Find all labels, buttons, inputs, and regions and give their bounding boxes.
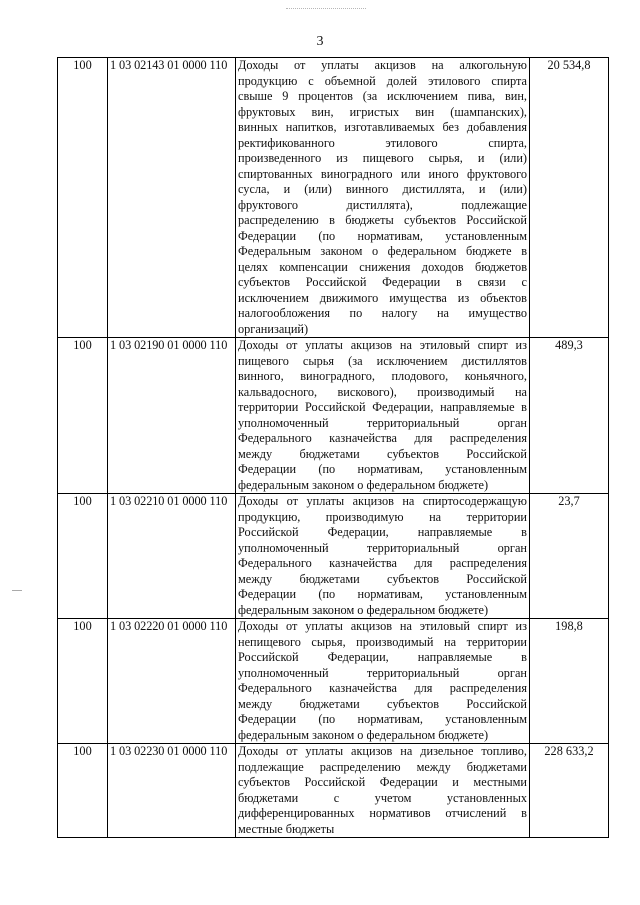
description-line: федеральным законом о федеральном бюджете) [238, 727, 489, 742]
description-line: фруктовых вин, игристых вин (шампанских), [238, 104, 527, 119]
admin-code-cell: 100 [58, 338, 108, 494]
description-line: Федерального казначейства для распределения [238, 431, 527, 445]
description-line: Федерации (по нормативам, установленным [238, 462, 527, 476]
description-line: субъектов Российской Федерации и местными [238, 775, 527, 789]
description-line: Федерации (по нормативам, установленным [238, 712, 527, 726]
revenue-description-cell [236, 58, 530, 338]
description-line: дифференцированных нормативов отчислений в [238, 806, 527, 820]
description-line: Доходы от уплаты акцизов на дизельное топливо, [238, 744, 527, 758]
scan-margin-mark [12, 590, 22, 591]
admin-code-cell: 100 [58, 744, 108, 838]
amount-cell: 198,8 [530, 619, 609, 744]
amount-cell: 228 633,2 [530, 744, 609, 838]
revenue-description-cell [236, 338, 530, 494]
description-line: распределению в бюджеты субъектов Российской [238, 213, 527, 227]
admin-code-cell: 100 [58, 58, 108, 338]
scan-artifact-marks [286, 8, 366, 15]
admin-code-cell: 100 [58, 494, 108, 619]
description-line: подлежащие распределению между бюджетами [238, 759, 527, 774]
description-line: субъектов Российской Федерации в связи с [238, 275, 527, 289]
budget-code-cell: 1 03 02210 01 0000 110 [108, 494, 236, 619]
description-line: ректификованного этилового спирта, [238, 135, 527, 150]
description-line: исключением движимого имущества из объектов [238, 290, 527, 305]
description-line: организаций) [238, 321, 309, 336]
description-line: федеральным законом о федеральном бюджете) [238, 602, 489, 617]
description-line: Российской Федерации, направляемые в [238, 650, 527, 664]
amount-cell: 23,7 [530, 494, 609, 619]
revenue-description-cell [236, 494, 530, 619]
description-line: сусла, и (или) винного дистиллята, и (или) [238, 182, 527, 196]
revenue-table [57, 57, 609, 838]
description-line: продукцию, производимую на территории [238, 509, 527, 524]
description-line: целях компенсации снижения доходов бюджетов [238, 259, 527, 274]
description-line: свыше 9 процентов (за исключением пива, вин, [238, 89, 527, 103]
revenue-table-body [58, 58, 609, 838]
description-line: уполномоченный территориальный орган [238, 415, 527, 430]
description-line: винных напитков, изготавливаемых без добавления [238, 120, 527, 134]
table-row [58, 58, 609, 338]
budget-code-cell: 1 03 02220 01 0000 110 [108, 619, 236, 744]
revenue-description-cell [236, 744, 530, 838]
description-line: Доходы от уплаты акцизов на спиртосодержащую [238, 494, 527, 508]
description-line: Доходы от уплаты акцизов на этиловый спирт из [238, 619, 527, 633]
description-line: федеральным законом о федеральном бюджете) [238, 477, 489, 492]
description-line: налогообложения по налогу на имущество [238, 306, 527, 320]
description-line: Российской Федерации, направляемые в [238, 525, 527, 539]
amount-cell: 20 534,8 [530, 58, 609, 338]
description-line: произведенного из пищевого сырья, и (или) [238, 151, 527, 165]
description-line: между бюджетами субъектов Российской [238, 696, 527, 711]
description-line: фруктового дистиллята), подлежащие [238, 197, 527, 212]
description-line: Доходы от уплаты акцизов на этиловый спирт из [238, 338, 527, 352]
description-line: Федеральным законом о федеральном бюджете в [238, 244, 527, 258]
amount-cell: 489,3 [530, 338, 609, 494]
description-line: Федерации (по нормативам, установленным [238, 587, 527, 601]
budget-code-cell: 1 03 02143 01 0000 110 [108, 58, 236, 338]
description-line: непищевого сырья, производимый на территории [238, 634, 527, 649]
table-row [58, 338, 609, 494]
description-line: Доходы от уплаты акцизов на алкогольную [238, 58, 527, 72]
description-line: кальвадосного, вискового), производимый на [238, 384, 527, 399]
description-line: бюджетами с учетом установленных [238, 790, 527, 805]
description-line: территории Российской Федерации, направляемые в [238, 400, 527, 414]
page-number: 3 [316, 34, 324, 49]
description-line: винного, виноградного, плодового, коньячного, [238, 369, 527, 383]
budget-code-cell: 1 03 02230 01 0000 110 [108, 744, 236, 838]
table-row [58, 619, 609, 744]
description-line: Федерального казначейства для распределения [238, 556, 527, 570]
description-line: уполномоченный территориальный орган [238, 540, 527, 555]
revenue-description-cell [236, 619, 530, 744]
description-line: спиртованных виноградного или иного фруктового [238, 166, 527, 181]
admin-code-cell: 100 [58, 619, 108, 744]
description-line: между бюджетами субъектов Российской [238, 571, 527, 586]
description-line: местные бюджеты [238, 821, 335, 836]
description-line: Федерального казначейства для распределения [238, 681, 527, 695]
table-row [58, 494, 609, 619]
description-line: продукцию с объемной долей этилового спирта [238, 73, 527, 88]
description-line: пищевого сырья (за исключением дистиллятов [238, 353, 527, 368]
table-row [58, 744, 609, 838]
description-line: уполномоченный территориальный орган [238, 665, 527, 680]
description-line: Федерации (по нормативам, установленным [238, 228, 527, 243]
description-line: между бюджетами субъектов Российской [238, 446, 527, 461]
budget-code-cell: 1 03 02190 01 0000 110 [108, 338, 236, 494]
